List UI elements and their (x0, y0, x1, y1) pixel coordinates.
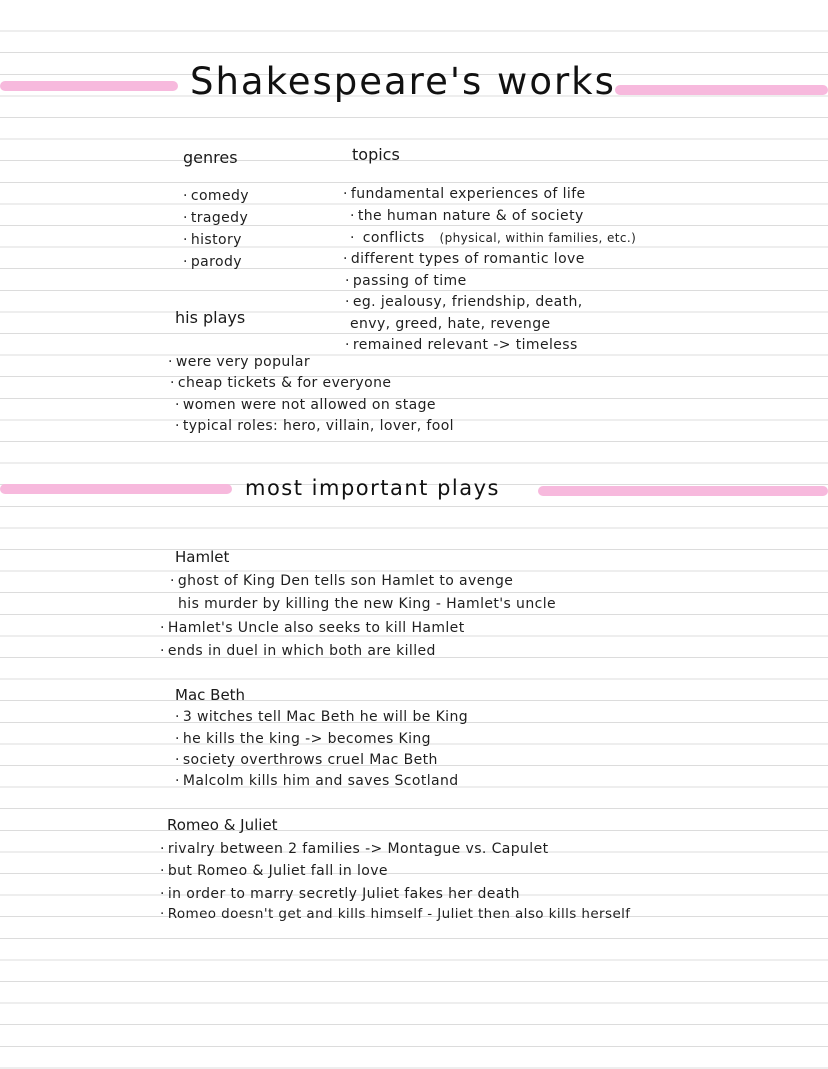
his-plays-item: · typical roles: hero, villain, lover, fool (175, 418, 454, 434)
macbeth-line: · 3 witches tell Mac Beth he will be King (175, 709, 468, 725)
topic-item: · different types of romantic love (343, 251, 585, 267)
section-highlight-left (0, 484, 232, 494)
topic-conflicts: conflicts (362, 230, 425, 246)
his-plays-item: · were very popular (168, 354, 310, 370)
topics-heading: topics (352, 145, 400, 164)
romeo-juliet-line: · in order to marry secretly Juliet fakes her death (160, 886, 520, 902)
his-plays-item: · women were not allowed on stage (175, 397, 436, 413)
genres-heading: genres (183, 148, 238, 167)
hamlet-line: · ends in duel in which both are killed (160, 643, 436, 659)
play-title-romeo-juliet: Romeo & Juliet (167, 816, 278, 834)
topic-item: · fundamental experiences of life (343, 186, 586, 202)
title-highlight-left (0, 81, 178, 91)
play-title-hamlet: Hamlet (175, 548, 230, 566)
topic-item: · passing of time (345, 273, 467, 289)
genre-item: · parody (183, 254, 242, 270)
genre-item: · history (183, 232, 242, 248)
topic-item-continued: envy, greed, hate, revenge (350, 316, 551, 332)
his-plays-item: · cheap tickets & for everyone (170, 375, 391, 391)
title-highlight-right (615, 85, 828, 95)
topic-item (350, 230, 636, 246)
genre-item: · comedy (183, 188, 249, 204)
his-plays-heading: his plays (175, 308, 246, 327)
macbeth-line: · Malcolm kills him and saves Scotland (175, 773, 459, 789)
macbeth-line: · he kills the king -> becomes King (175, 731, 431, 747)
hamlet-line: · ghost of King Den tells son Hamlet to avenge (170, 573, 513, 589)
topic-conflicts-note: (physical, within families, etc.) (439, 231, 637, 245)
topic-item: · remained relevant -> timeless (345, 337, 578, 353)
section-title: most important plays (245, 476, 500, 500)
topic-item: · the human nature & of society (350, 208, 584, 224)
romeo-juliet-line: · Romeo doesn't get and kills himself - Juliet then also kills herself (160, 906, 630, 922)
topic-item: · eg. jealousy, friendship, death, (345, 294, 583, 310)
romeo-juliet-line: · but Romeo & Juliet fall in love (160, 863, 388, 879)
section-highlight-right (538, 486, 828, 496)
page-title: Shakespeare's works (190, 60, 616, 103)
macbeth-line: · society overthrows cruel Mac Beth (175, 752, 438, 768)
hamlet-line: · Hamlet's Uncle also seeks to kill Hamlet (160, 620, 465, 636)
genre-item: · tragedy (183, 210, 248, 226)
romeo-juliet-line: · rivalry between 2 families -> Montague vs. Capulet (160, 841, 549, 857)
hamlet-line-continued: his murder by killing the new King - Hamlet's uncle (178, 596, 557, 612)
play-title-macbeth: Mac Beth (175, 686, 246, 704)
